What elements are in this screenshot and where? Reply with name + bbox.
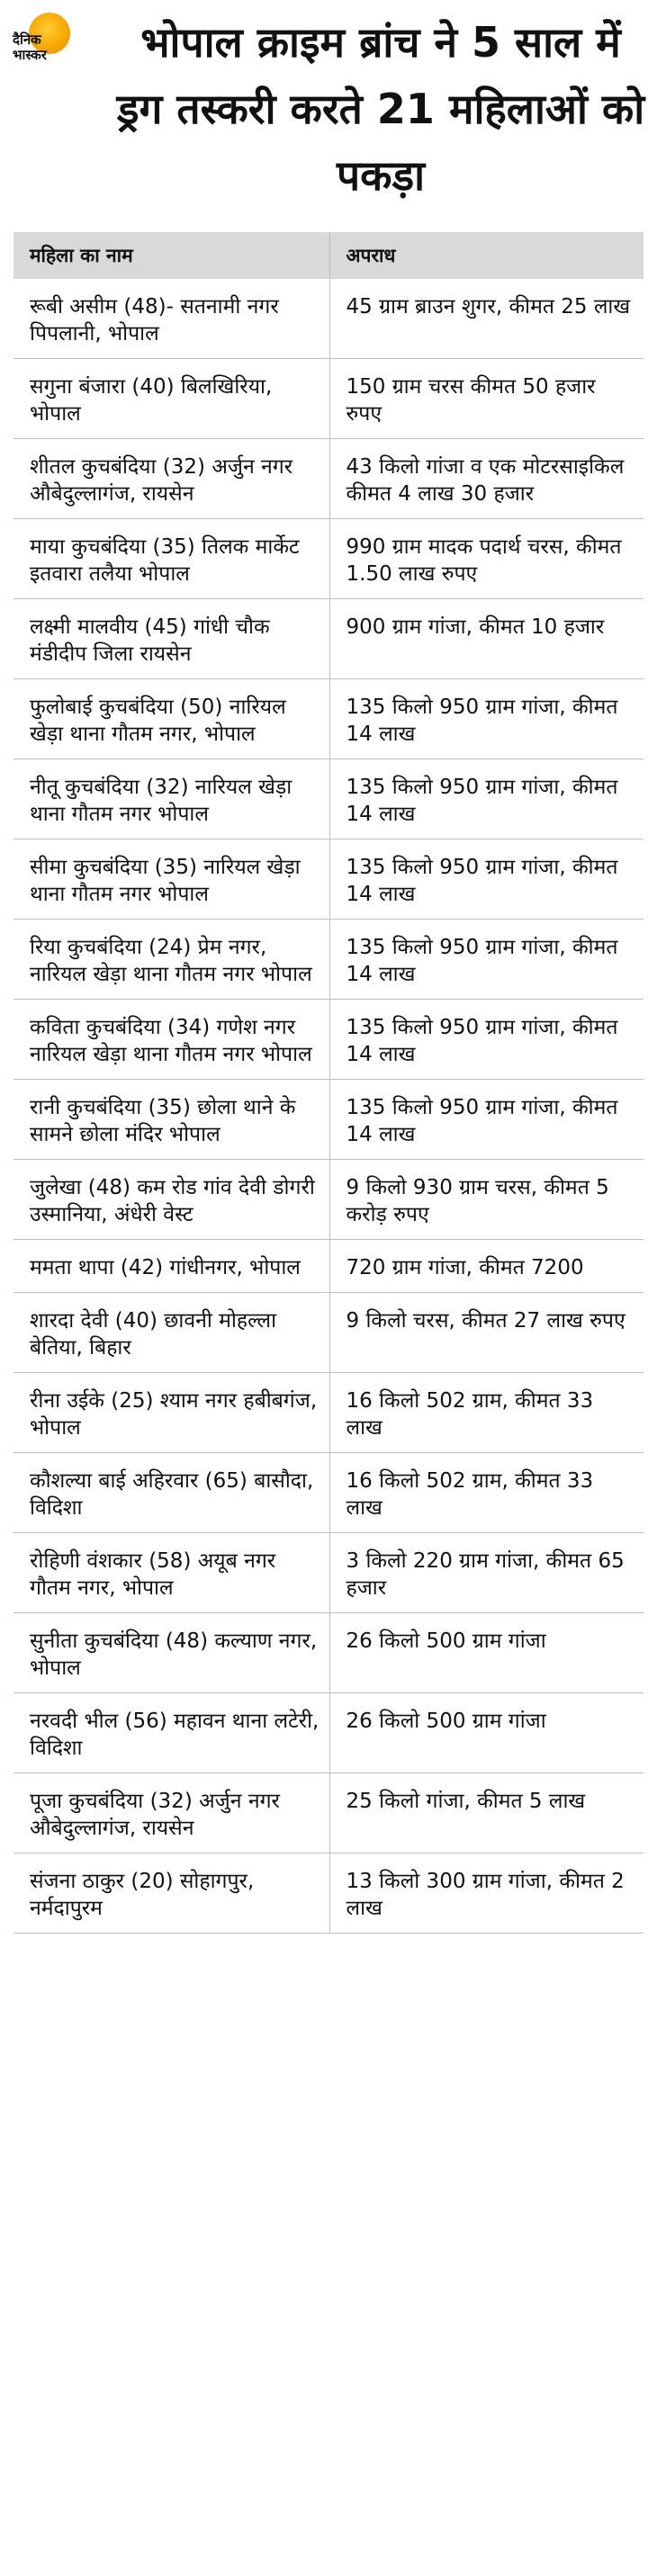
crime-cell: 135 किलो 950 ग्राम गांजा, कीमत 14 लाख [329,1080,644,1160]
woman-name-cell: नीतू कुचबंदिया (32) नारियल खेड़ा थाना गौतम नगर भोपाल [14,759,329,839]
crime-cell: 135 किलो 950 ग्राम गांजा, कीमत 14 लाख [329,759,644,839]
crime-cell: 9 किलो 930 ग्राम चरस, कीमत 5 करोड़ रुपए [329,1160,644,1240]
crime-cell: 135 किलो 950 ग्राम गांजा, कीमत 14 लाख [329,679,644,759]
logo-brand-line1: दैनिक [13,31,41,48]
table-row [14,759,644,839]
crime-cell: 13 किलो 300 ग्राम गांजा, कीमत 2 लाख [329,1853,644,1934]
table-row [14,359,644,439]
dainik-bhaskar-logo [13,13,99,68]
woman-name-cell: माया कुचबंदिया (35) तिलक मार्केट इतवारा तलैया भोपाल [14,519,329,599]
woman-name-cell: कौशल्या बाई अहिरवार (65) बासौदा, विदिशा [14,1453,329,1533]
woman-name-cell: फुलोबाई कुचबंदिया (50) नारियल खेड़ा थाना गौतम नगर, भोपाल [14,679,329,759]
crime-cell: 25 किलो गांजा, कीमत 5 लाख [329,1773,644,1853]
crime-cell: 135 किलो 950 ग्राम गांजा, कीमत 14 लाख [329,1000,644,1080]
woman-name-cell: सीमा कुचबंदिया (35) नारियल खेड़ा थाना गौतम नगर भोपाल [14,839,329,920]
table-row [14,1293,644,1373]
woman-name-cell: सगुना बंजारा (40) बिलखिरिया, भोपाल [14,359,329,439]
table-row [14,519,644,599]
woman-name-cell: शारदा देवी (40) छावनी मोहल्ला बेतिया, बिहार [14,1293,329,1373]
woman-name-cell: रूबी असीम (48)- सतनामी नगर पिपलानी, भोपाल [14,279,329,359]
table-row [14,1453,644,1533]
table-row [14,1853,644,1934]
crime-cell: 990 ग्राम मादक पदार्थ चरस, कीमत 1.50 लाख रुपए [329,519,644,599]
crime-cell: 900 ग्राम गांजा, कीमत 10 हजार [329,599,644,679]
crime-cell: 16 किलो 502 ग्राम, कीमत 33 लाख [329,1373,644,1453]
table-row [14,1693,644,1773]
table-row [14,1240,644,1293]
crime-cell: 3 किलो 220 ग्राम गांजा, कीमत 65 हजार [329,1533,644,1613]
arrests-table [14,232,644,1934]
woman-name-cell: ममता थापा (42) गांधीनगर, भोपाल [14,1240,329,1293]
table-row [14,1773,644,1853]
table-row [14,1613,644,1693]
table-row [14,1000,644,1080]
woman-name-cell: शीतल कुचबंदिया (32) अर्जुन नगर औबेदुल्लागंज, रायसेन [14,439,329,519]
crime-cell: 26 किलो 500 ग्राम गांजा [329,1693,644,1773]
column-header-crime: अपराध [329,232,644,279]
crime-cell: 150 ग्राम चरस कीमत 50 हजार रुपए [329,359,644,439]
table-row [14,679,644,759]
logo-brand-line2: भास्कर [13,47,47,63]
logo-text [13,32,99,63]
woman-name-cell: कविता कुचबंदिया (34) गणेश नगर नारियल खेड़ा थाना गौतम नगर भोपाल [14,1000,329,1080]
woman-name-cell: संजना ठाकुर (20) सोहागपुर, नर्मदापुरम [14,1853,329,1934]
page-title: भोपाल क्राइम ब्रांच ने 5 साल में ड्रग तस्करी करते 21 महिलाओं को पकड़ा [116,18,645,200]
table-row [14,1160,644,1240]
table-row [14,1533,644,1613]
crime-cell: 16 किलो 502 ग्राम, कीमत 33 लाख [329,1453,644,1533]
woman-name-cell: रीना उईके (25) श्याम नगर हबीबगंज, भोपाल [14,1373,329,1453]
table-row [14,599,644,679]
crime-cell: 135 किलो 950 ग्राम गांजा, कीमत 14 लाख [329,920,644,1000]
woman-name-cell: रिया कुचबंदिया (24) प्रेम नगर, नारियल खेड़ा थाना गौतम नगर भोपाल [14,920,329,1000]
woman-name-cell: नरवदी भील (56) महावन थाना लटेरी, विदिशा [14,1693,329,1773]
woman-name-cell: सुनीता कुचबंदिया (48) कल्याण नगर, भोपाल [14,1613,329,1693]
table-row [14,1373,644,1453]
crime-cell: 9 किलो चरस, कीमत 27 लाख रुपए [329,1293,644,1373]
table-row [14,1080,644,1160]
woman-name-cell: लक्ष्मी मालवीय (45) गांधी चौक मंडीदीप जिला रायसेन [14,599,329,679]
table-body [14,279,644,1934]
crime-cell: 720 ग्राम गांजा, कीमत 7200 [329,1240,644,1293]
table-row [14,839,644,920]
woman-name-cell: पूजा कुचबंदिया (32) अर्जुन नगर औबेदुल्लागंज, रायसेन [14,1773,329,1853]
table-header-row [14,232,644,279]
crime-cell: 26 किलो 500 ग्राम गांजा [329,1613,644,1693]
woman-name-cell: जुलेखा (48) कम रोड गांव देवी डोगरी उस्मानिया, अंधेरी वेस्ट [14,1160,329,1240]
arrests-table-container [14,232,644,1934]
crime-cell: 135 किलो 950 ग्राम गांजा, कीमत 14 लाख [329,839,644,920]
table-row [14,439,644,519]
crime-cell: 45 ग्राम ब्राउन शुगर, कीमत 25 लाख [329,279,644,359]
table-row [14,279,644,359]
table-row [14,920,644,1000]
header [0,0,657,225]
woman-name-cell: रोहिणी वंशकार (58) अयूब नगर गौतम नगर, भोपाल [14,1533,329,1613]
column-header-name: महिला का नाम [14,232,329,279]
woman-name-cell: रानी कुचबंदिया (35) छोला थाने के सामने छोला मंदिर भोपाल [14,1080,329,1160]
crime-cell: 43 किलो गांजा व एक मोटरसाइकिल कीमत 4 लाख 30 हजार [329,439,644,519]
